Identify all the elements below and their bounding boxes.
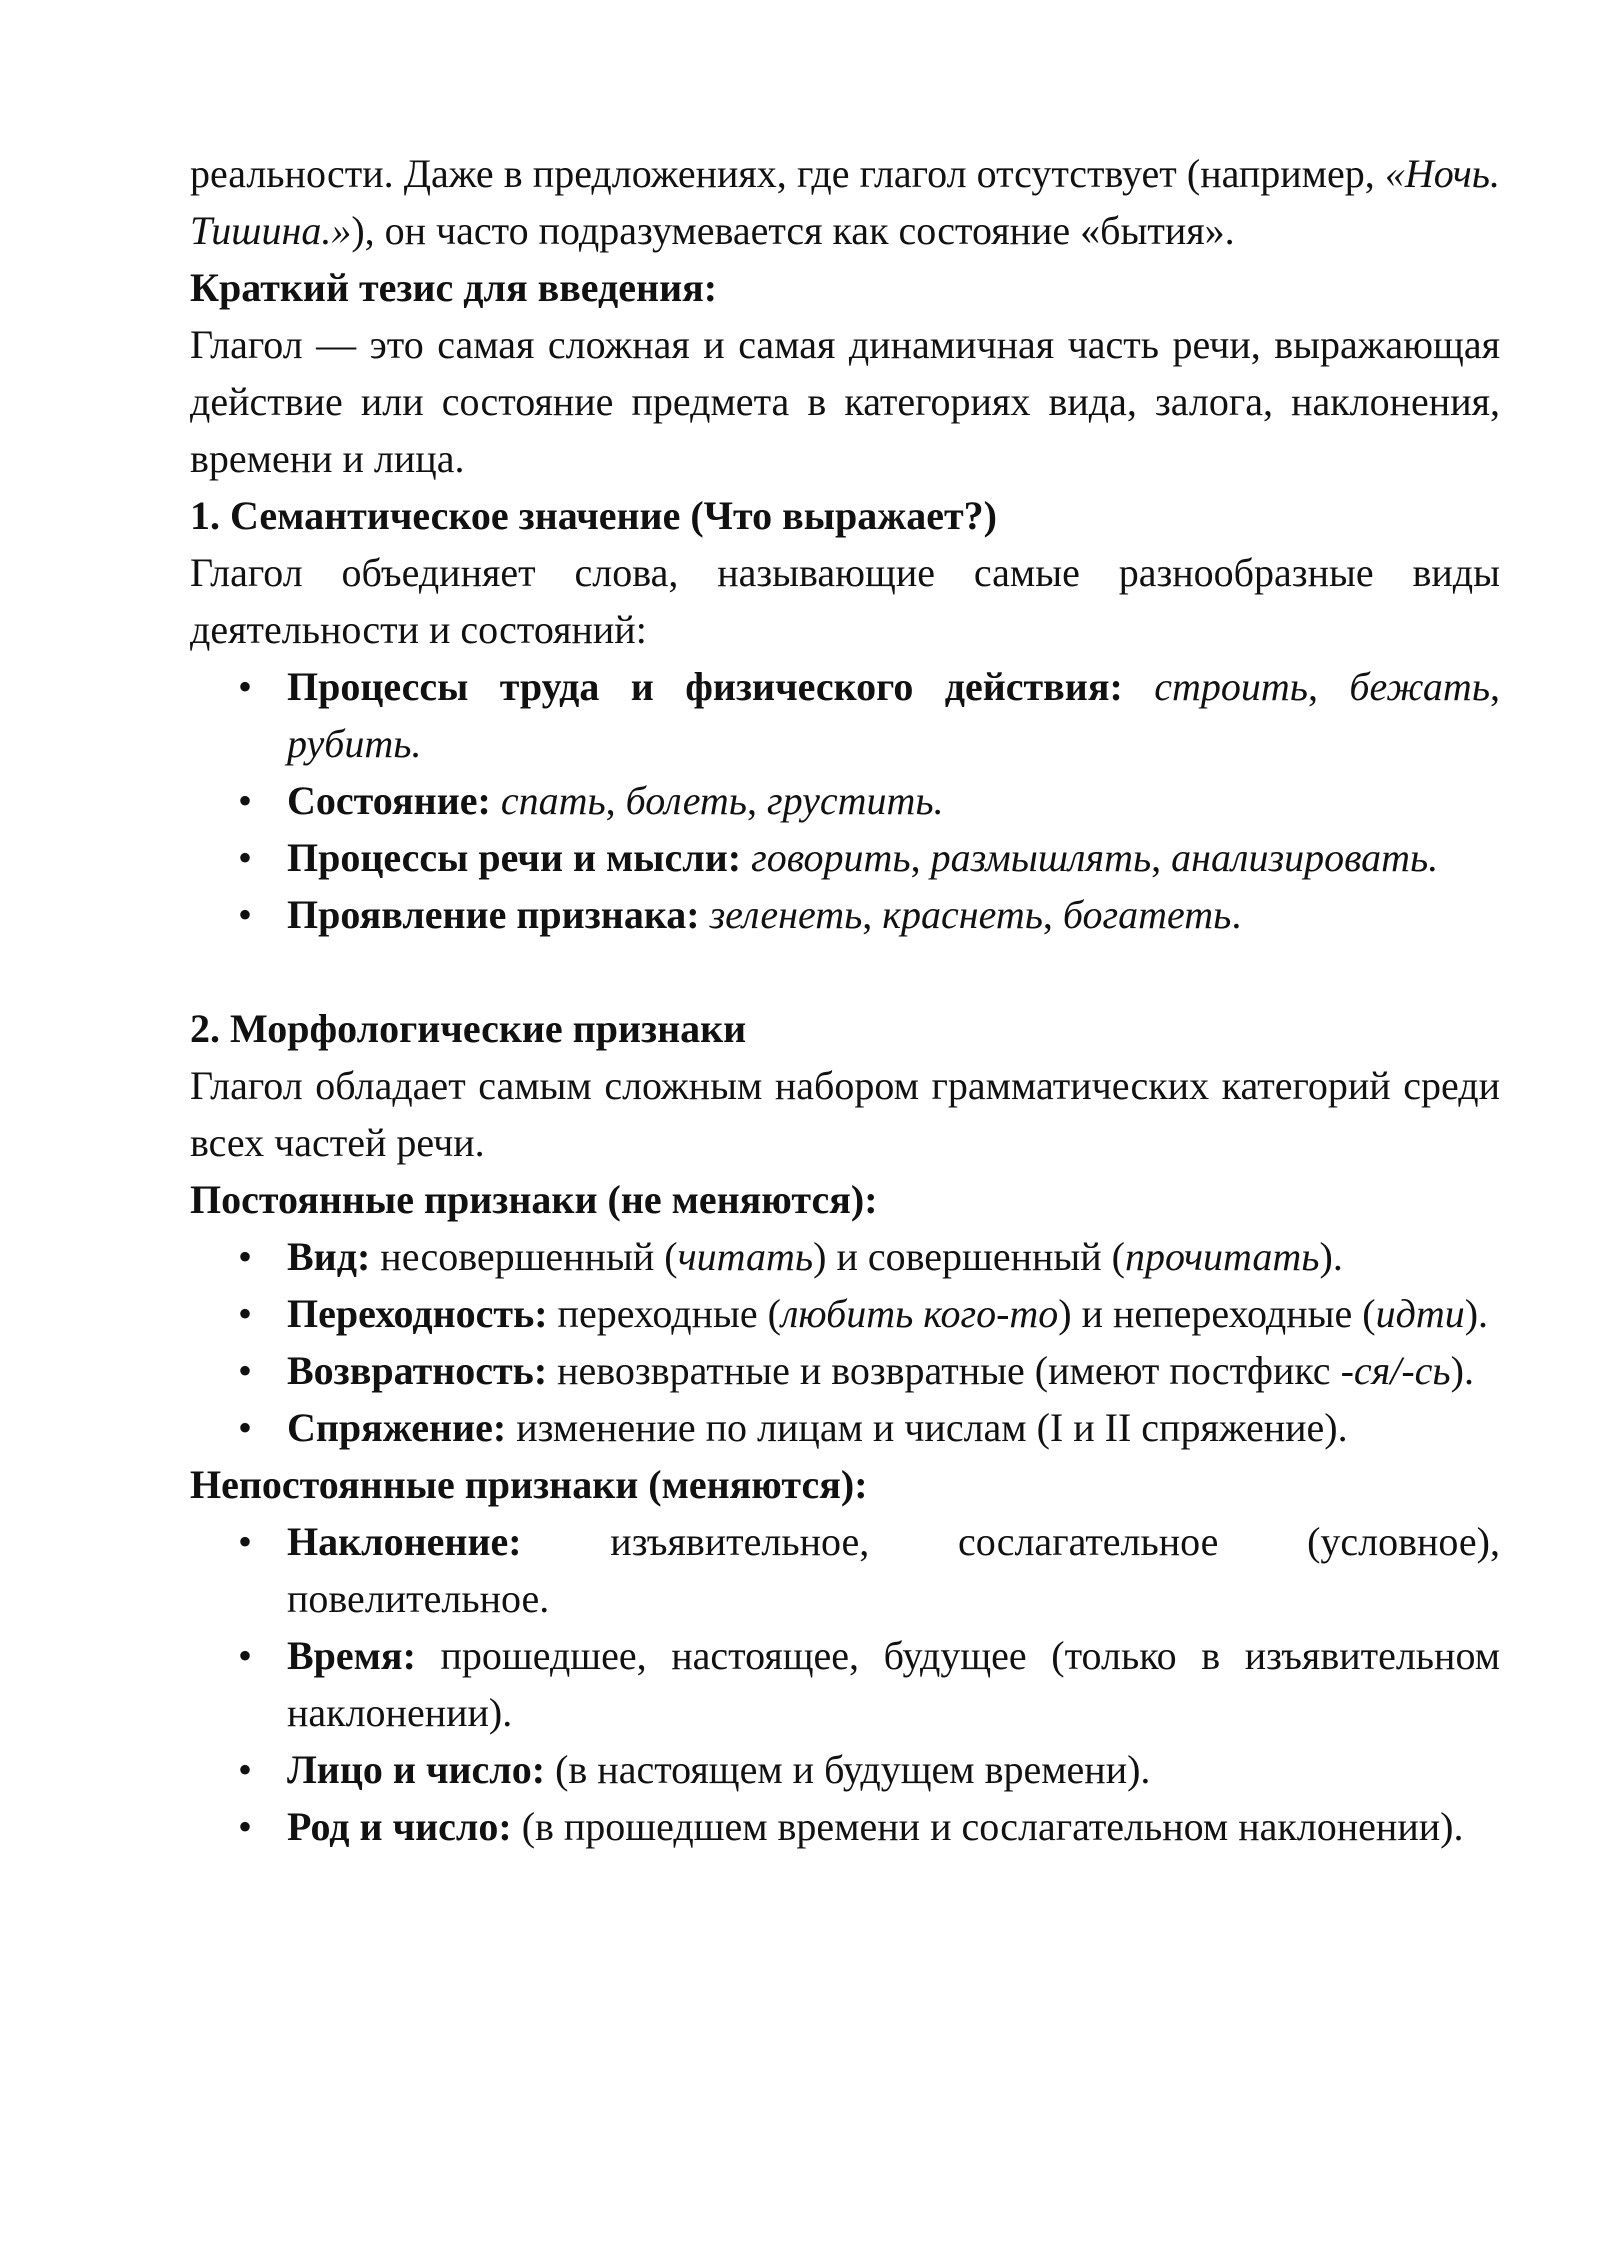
list-item-text: ). [1464, 1291, 1489, 1336]
example-word: краснеть [882, 892, 1043, 937]
list-item [287, 1513, 1500, 1627]
example-word: говорить [751, 835, 911, 880]
list-item-text: прошедшее, настоящее, будущее (только в изъявительном наклонении). [287, 1633, 1501, 1735]
list-item-label: Переходность: [287, 1291, 548, 1336]
list-item-text: (в прошедшем времени и сослагательном наклонении). [521, 1804, 1464, 1849]
morph-heading: 2. Морфологические признаки [190, 1006, 747, 1051]
list-item-end: . [933, 778, 944, 823]
semantic-list [190, 658, 1500, 943]
example-word: строить [1154, 664, 1308, 709]
list-item-text: (в настоящем и будущем времени). [555, 1747, 1151, 1792]
example-word: читать [677, 1234, 814, 1279]
example-word: болеть [625, 778, 748, 823]
list-item-label: Состояние: [287, 778, 491, 823]
list-item [287, 1741, 1500, 1798]
list-item-text: ). [1319, 1234, 1343, 1279]
blank-line [190, 943, 1500, 1000]
example-word: прочитать [1124, 1234, 1320, 1279]
list-item [287, 1399, 1500, 1456]
example-word: богатеть [1062, 892, 1232, 937]
list-item-label: Лицо и число: [287, 1747, 546, 1792]
list-item-text: изъявительное, сослагательное (условное), повелительное. [287, 1519, 1500, 1621]
example-word: любить кого-то [780, 1291, 1059, 1336]
list-item-label: Наклонение: [287, 1519, 522, 1564]
list-item-label: Процессы речи и мысли: [287, 835, 742, 880]
list-item [287, 1285, 1500, 1342]
list-item [287, 1798, 1500, 1855]
list-item [287, 1342, 1500, 1399]
list-item-text: невозвратные и возвратные (имеют постфикс [557, 1348, 1341, 1393]
thesis-heading: Краткий тезис для введения: [190, 265, 718, 310]
intro-line2: ), он часто подразумевается как состояние «бытия». [351, 208, 1235, 253]
list-item-text: переходные ( [557, 1291, 781, 1336]
list-item: • Процессы труда и физического действия: строить, бежать, рубить. [287, 658, 1500, 772]
example-word: зеленеть [709, 892, 863, 937]
example-word: анализировать [1171, 835, 1429, 880]
example-word: бежать [1349, 664, 1491, 709]
list-item: • Проявление признака: зеленеть, краснеть, богатеть. [287, 886, 1500, 943]
example-word: -ся/-сь [1340, 1348, 1451, 1393]
example-word: спать [500, 778, 606, 823]
example-word: грустить [767, 778, 934, 823]
intro-paragraph [190, 145, 1500, 259]
list-item-end: . [411, 721, 422, 766]
list-item-label: Вид: [287, 1234, 371, 1279]
list-item-label: Спряжение: [287, 1405, 507, 1450]
list-item-end: . [1428, 835, 1439, 880]
list-item: • Состояние: спать, болеть, грустить. [287, 772, 1500, 829]
example-word: идти [1375, 1291, 1465, 1336]
list-item-text: ) и непереходные ( [1058, 1291, 1376, 1336]
list-item [287, 1228, 1500, 1285]
list-item: • Процессы речи и мысли: говорить, размышлять, анализировать. [287, 829, 1500, 886]
constant-list [190, 1228, 1500, 1456]
intro-example: «Ночь. Тишина.» [190, 151, 1500, 253]
semantic-heading: 1. Семантическое значение (Что выражает?) [190, 493, 997, 538]
list-item-label: Проявление признака: [287, 892, 700, 937]
intro-line1: реальности. Даже в предложениях, где глагол отсутствует (например, [190, 151, 1375, 196]
list-item-text: ) и совершенный ( [813, 1234, 1125, 1279]
list-item-text: ). [1450, 1348, 1474, 1393]
list-item-end: . [1231, 892, 1242, 937]
morph-text: Глагол обладает самым сложным набором грамматических категорий среди всех частей речи. [190, 1063, 1500, 1165]
semantic-text: Глагол объединяет слова, называющие самые разнообразные виды деятельности и состояний: [190, 550, 1500, 652]
list-item-label: Время: [287, 1633, 416, 1678]
variable-list [190, 1513, 1500, 1855]
example-word: размышлять [930, 835, 1152, 880]
list-item [287, 1627, 1500, 1741]
list-item-label: Возвратность: [287, 1348, 548, 1393]
list-item-text: несовершенный ( [380, 1234, 678, 1279]
constant-heading: Постоянные признаки (не меняются): [190, 1177, 878, 1222]
list-item-label: Род и число: [287, 1804, 512, 1849]
example-word: рубить [287, 721, 412, 766]
list-item-label: Процессы труда и физического действия: [287, 664, 1123, 709]
thesis-text: Глагол — это самая сложная и самая динамичная часть речи, выражающая действие или состояние предмета в категориях вида, залога, наклонения, времени и лица. [190, 322, 1500, 481]
variable-heading: Непостоянные признаки (меняются): [190, 1462, 868, 1507]
list-item-text: изменение по лицам и числам (I и II спряжение). [516, 1405, 1348, 1450]
